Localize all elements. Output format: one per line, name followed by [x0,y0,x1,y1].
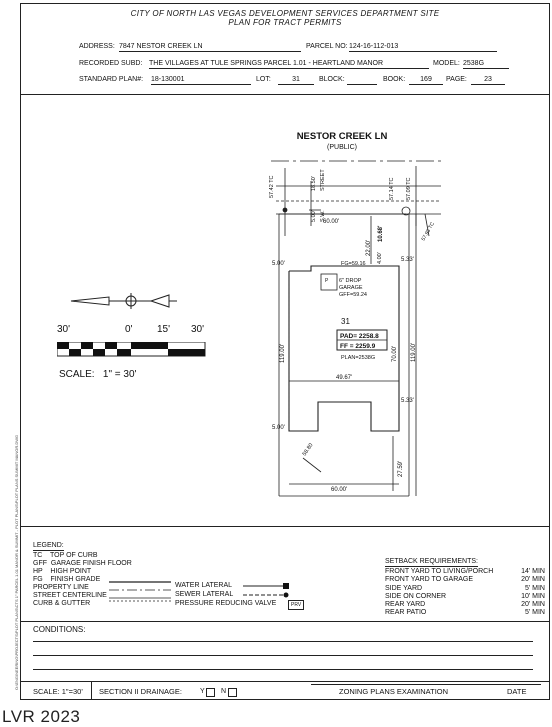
pipe-note-label: 57.93 TC [420,221,436,242]
standard-plan-label: STANDARD PLAN#: [79,76,144,83]
drainage-no-checkbox[interactable] [228,688,237,697]
ff-elevation: FF = 2259.9 [340,343,376,350]
legend-item-fg: FG FINISH GRADE [33,576,101,583]
footer-scale-separator [91,681,92,700]
setback-row-value: 14' MIN [521,568,545,575]
setback-row [385,576,545,584]
tc-right-label: 57.14 TC [389,177,395,200]
rear-depth-label: 27.59' [398,460,404,477]
setback-row-label: FRONT YARD TO GARAGE [385,576,474,584]
plan-code: PLAN=2538G [341,355,376,361]
setback-row-value: 5' MIN [524,584,545,592]
subd-label: RECORDED SUBD: [79,60,143,67]
sw-label: S.W. [320,210,326,222]
gff-label: GFF=59.24 [339,292,367,298]
lot-label: LOT: [256,76,271,83]
setback-row [385,609,545,617]
header-title-line1: CITY OF NORTH LAS VEGAS DEVELOPMENT SERVICES DEPARTMENT SITE [130,9,440,18]
street-public: (PUBLIC) [327,144,357,151]
legend-item-curb-gutter: CURB & GUTTER [33,600,91,607]
setback-row-label: REAR PATIO [385,609,427,617]
side-left-top-label: 5.00' [272,261,285,267]
front-setback-label: 22.00' [366,239,372,256]
street-name: NESTOR CREEK LN [296,131,388,142]
conditions-line-3[interactable] [33,669,533,670]
legend-item-street-centerline: STREET CENTERLINE [33,592,107,599]
pad-elevation: PAD= 2258.8 [340,333,379,340]
street-label: STREET [320,169,326,191]
parcel-label: PARCEL NO: [306,43,348,50]
scale-bar-graphic [57,342,207,358]
conditions-line-2[interactable] [33,655,533,656]
address-value: 7847 NESTOR CREEK LN [119,43,301,52]
north-arrow [69,290,179,312]
scale-label-15: 15' [157,324,171,335]
drainage-yes-checkbox[interactable] [206,688,215,697]
legend-item-property-line: PROPERTY LINE [33,584,89,591]
scale-label-30b: 30' [191,324,205,335]
setback-row-value: 5' MIN [524,609,545,617]
hp-note: 58.80 [301,442,315,458]
block-value [347,76,377,85]
legend-divider [21,526,549,527]
street-half-width-label: 18.50' [311,176,317,191]
setback-title: SETBACK REQUIREMENTS: [385,558,478,565]
house-width-label: 49.67' [336,375,353,381]
setback-row-label: REAR YARD [385,601,426,609]
file-path-text: O:\ENGINEERING\PROJECTS\PLOT PLANS\CTS 1" PARCEL 1.01 MANOR & SUMMIT - PLOT PLANS\PLOT PLANS SUMMIT MANOR.DWG [14,434,19,690]
book-value: 169 [409,76,443,85]
scale-label-30a: 30' [57,324,71,335]
model-value: 2538G [463,60,509,69]
tc-left-label: 57.42 TC [269,175,275,198]
drainage-no-label: N [221,688,227,695]
garage-note1: 6" DROP [339,278,362,284]
standard-plan-value: 18-130001 [151,76,251,85]
garage-note2: GARAGE [339,285,363,291]
subd-value: THE VILLAGES AT TULE SPRINGS PARCEL 1.01 - HEARTLAND MANOR [149,60,429,69]
signature-line[interactable] [311,684,541,685]
tc-right2-label: 57.09 TC [406,177,412,200]
setback-row [385,593,545,601]
legend-prv: PRESSURE REDUCING VALVE [175,600,277,607]
book-label: BOOK: [383,76,406,83]
footer-drainage-label: SECTION II DRAINAGE: [99,687,182,696]
porch-p-mark: P [325,278,329,284]
setback-row [385,568,545,576]
conditions-line-1[interactable] [33,641,533,642]
legend-item-tc: TC TOP OF CURB [33,552,98,559]
setback-row-label: SIDE ON CORNER [385,592,447,600]
setback-row-label: SIDE YARD [385,584,423,592]
page-label: PAGE: [446,76,467,83]
fg-label: FG=59.16 [341,261,366,267]
watermark: LVR 2023 [2,707,81,726]
side-left-bottom-label: 5.00' [272,425,285,431]
footer-divider [21,681,549,682]
right-depth-label: 119.00' [411,342,417,362]
scale-label-0: 0' [125,324,133,335]
setback-row-value: 20' MIN [521,576,545,584]
conditions-label: CONDITIONS: [33,625,86,634]
plot-plan-sheet [20,3,550,700]
page-value: 23 [471,76,505,85]
legend-prv-tag: PRV [288,600,304,610]
setback-row-value: 10' MIN [521,592,545,600]
zoning-label: ZONING PLANS EXAMINATION [339,687,449,696]
conditions-divider [21,621,549,622]
bottom-width-label: 60.00' [331,487,348,493]
legend-sewer-lateral: SEWER LATERAL [175,591,234,598]
legend-item-hp: HP HIGH POINT [33,568,92,575]
lot-value: 31 [278,76,314,85]
legend-water-lateral: WATER LATERAL [175,582,233,589]
legend-lateral-symbols [243,582,293,600]
side-right-bottom-label: 5.33' [401,398,414,404]
setback-row-label: FRONT YARD TO LIVING/PORCH [385,568,494,575]
block-label: BLOCK: [319,76,345,83]
scale-bar [57,324,207,380]
legend-item-gff: GFF GARAGE FINISH FLOOR [33,560,132,567]
sw-width-label: 5.00' [311,210,317,222]
footer-scale: SCALE: 1"=30' [33,687,83,696]
date-label: DATE [507,687,527,696]
header-title-line2: PLAN FOR TRACT PERMITS [228,18,342,27]
scale-text: SCALE: 1" = 30' [59,369,137,380]
front-setback2-label: 10.68' [378,225,384,242]
side-right-top-label: 5.33' [401,257,414,263]
setback-row [385,585,545,593]
address-label: ADDRESS: [79,43,115,50]
header-divider [21,94,549,95]
house-depth-label: 70.00' [392,345,398,362]
parcel-value: 124-16-112-013 [349,43,497,52]
legend-title: LEGEND: [33,542,64,549]
setback-requirements [385,550,545,618]
model-label: MODEL: [433,60,460,67]
top-width-label: 60.00' [323,219,340,225]
setback-row-value: 20' MIN [521,601,545,609]
lot-number: 31 [341,317,350,326]
legend-line-samples [109,578,173,606]
sw2-label: 4.00' [377,252,383,264]
left-depth-label: 119.00' [280,343,286,363]
drainage-yes-label: Y [200,688,205,695]
setback-row [385,601,545,609]
